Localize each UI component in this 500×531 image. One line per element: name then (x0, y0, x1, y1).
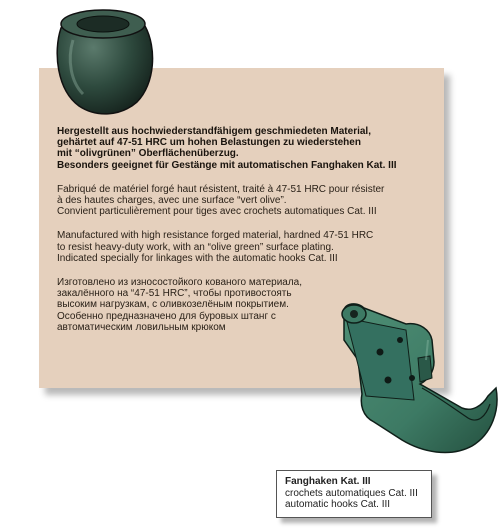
ball-joint-image (47, 0, 160, 120)
paragraph-german (57, 126, 437, 171)
text-line: Изготовлено из износостойкого кованого материала, (57, 277, 303, 289)
text-line: Besonders geeignet für Gestänge mit automatischen Fanghaken Kat. III (57, 159, 397, 171)
text-line: Indicated specially for linkages with the automatic hooks Cat. III (57, 252, 338, 264)
caption-line: crochets automatiques Cat. III (285, 487, 418, 499)
paragraph-english (57, 230, 437, 264)
text-line: à des hautes charges, avec une surface “vert olive”. (57, 195, 287, 207)
automatic-hook-image (322, 300, 500, 460)
text-line: высоким нагрузкам, с оливкозелёным покрытием. (57, 299, 289, 311)
text-line: Fabriqué de matériel forgé haut résistent, traité à 47-51 HRC pour résister (57, 183, 385, 195)
text-line: Hergestellt aus hochwiederstandfähigem geschmiedeten Material, (57, 126, 371, 137)
text-line: Особенно предназначено для буровых штанг с (57, 310, 276, 322)
text-line: автоматическим ловильным крюком (57, 321, 226, 333)
text-line: to resist heavy-duty work, with an “olive green” surface plating. (57, 241, 334, 253)
product-caption (276, 470, 432, 518)
text-line: закалённого на “47-51 HRC”, чтобы противостоять (57, 288, 292, 300)
text-line: mit “olivgrünen” Oberflächenüberzug. (57, 148, 239, 160)
caption-line: automatic hooks Cat. III (285, 499, 391, 510)
caption-title: Fanghaken Kat. III (285, 476, 371, 487)
text-line: Convient particulièrement pour tiges avec crochets automatiques Cat. III (57, 206, 377, 218)
text-line: gehärtet auf 47-51 HRC um hohen Belastungen zu wiederstehen (57, 137, 361, 149)
text-line: Manufactured with high resistance forged material, hardned 47-51 HRC (57, 230, 374, 242)
paragraph-french (57, 184, 437, 218)
